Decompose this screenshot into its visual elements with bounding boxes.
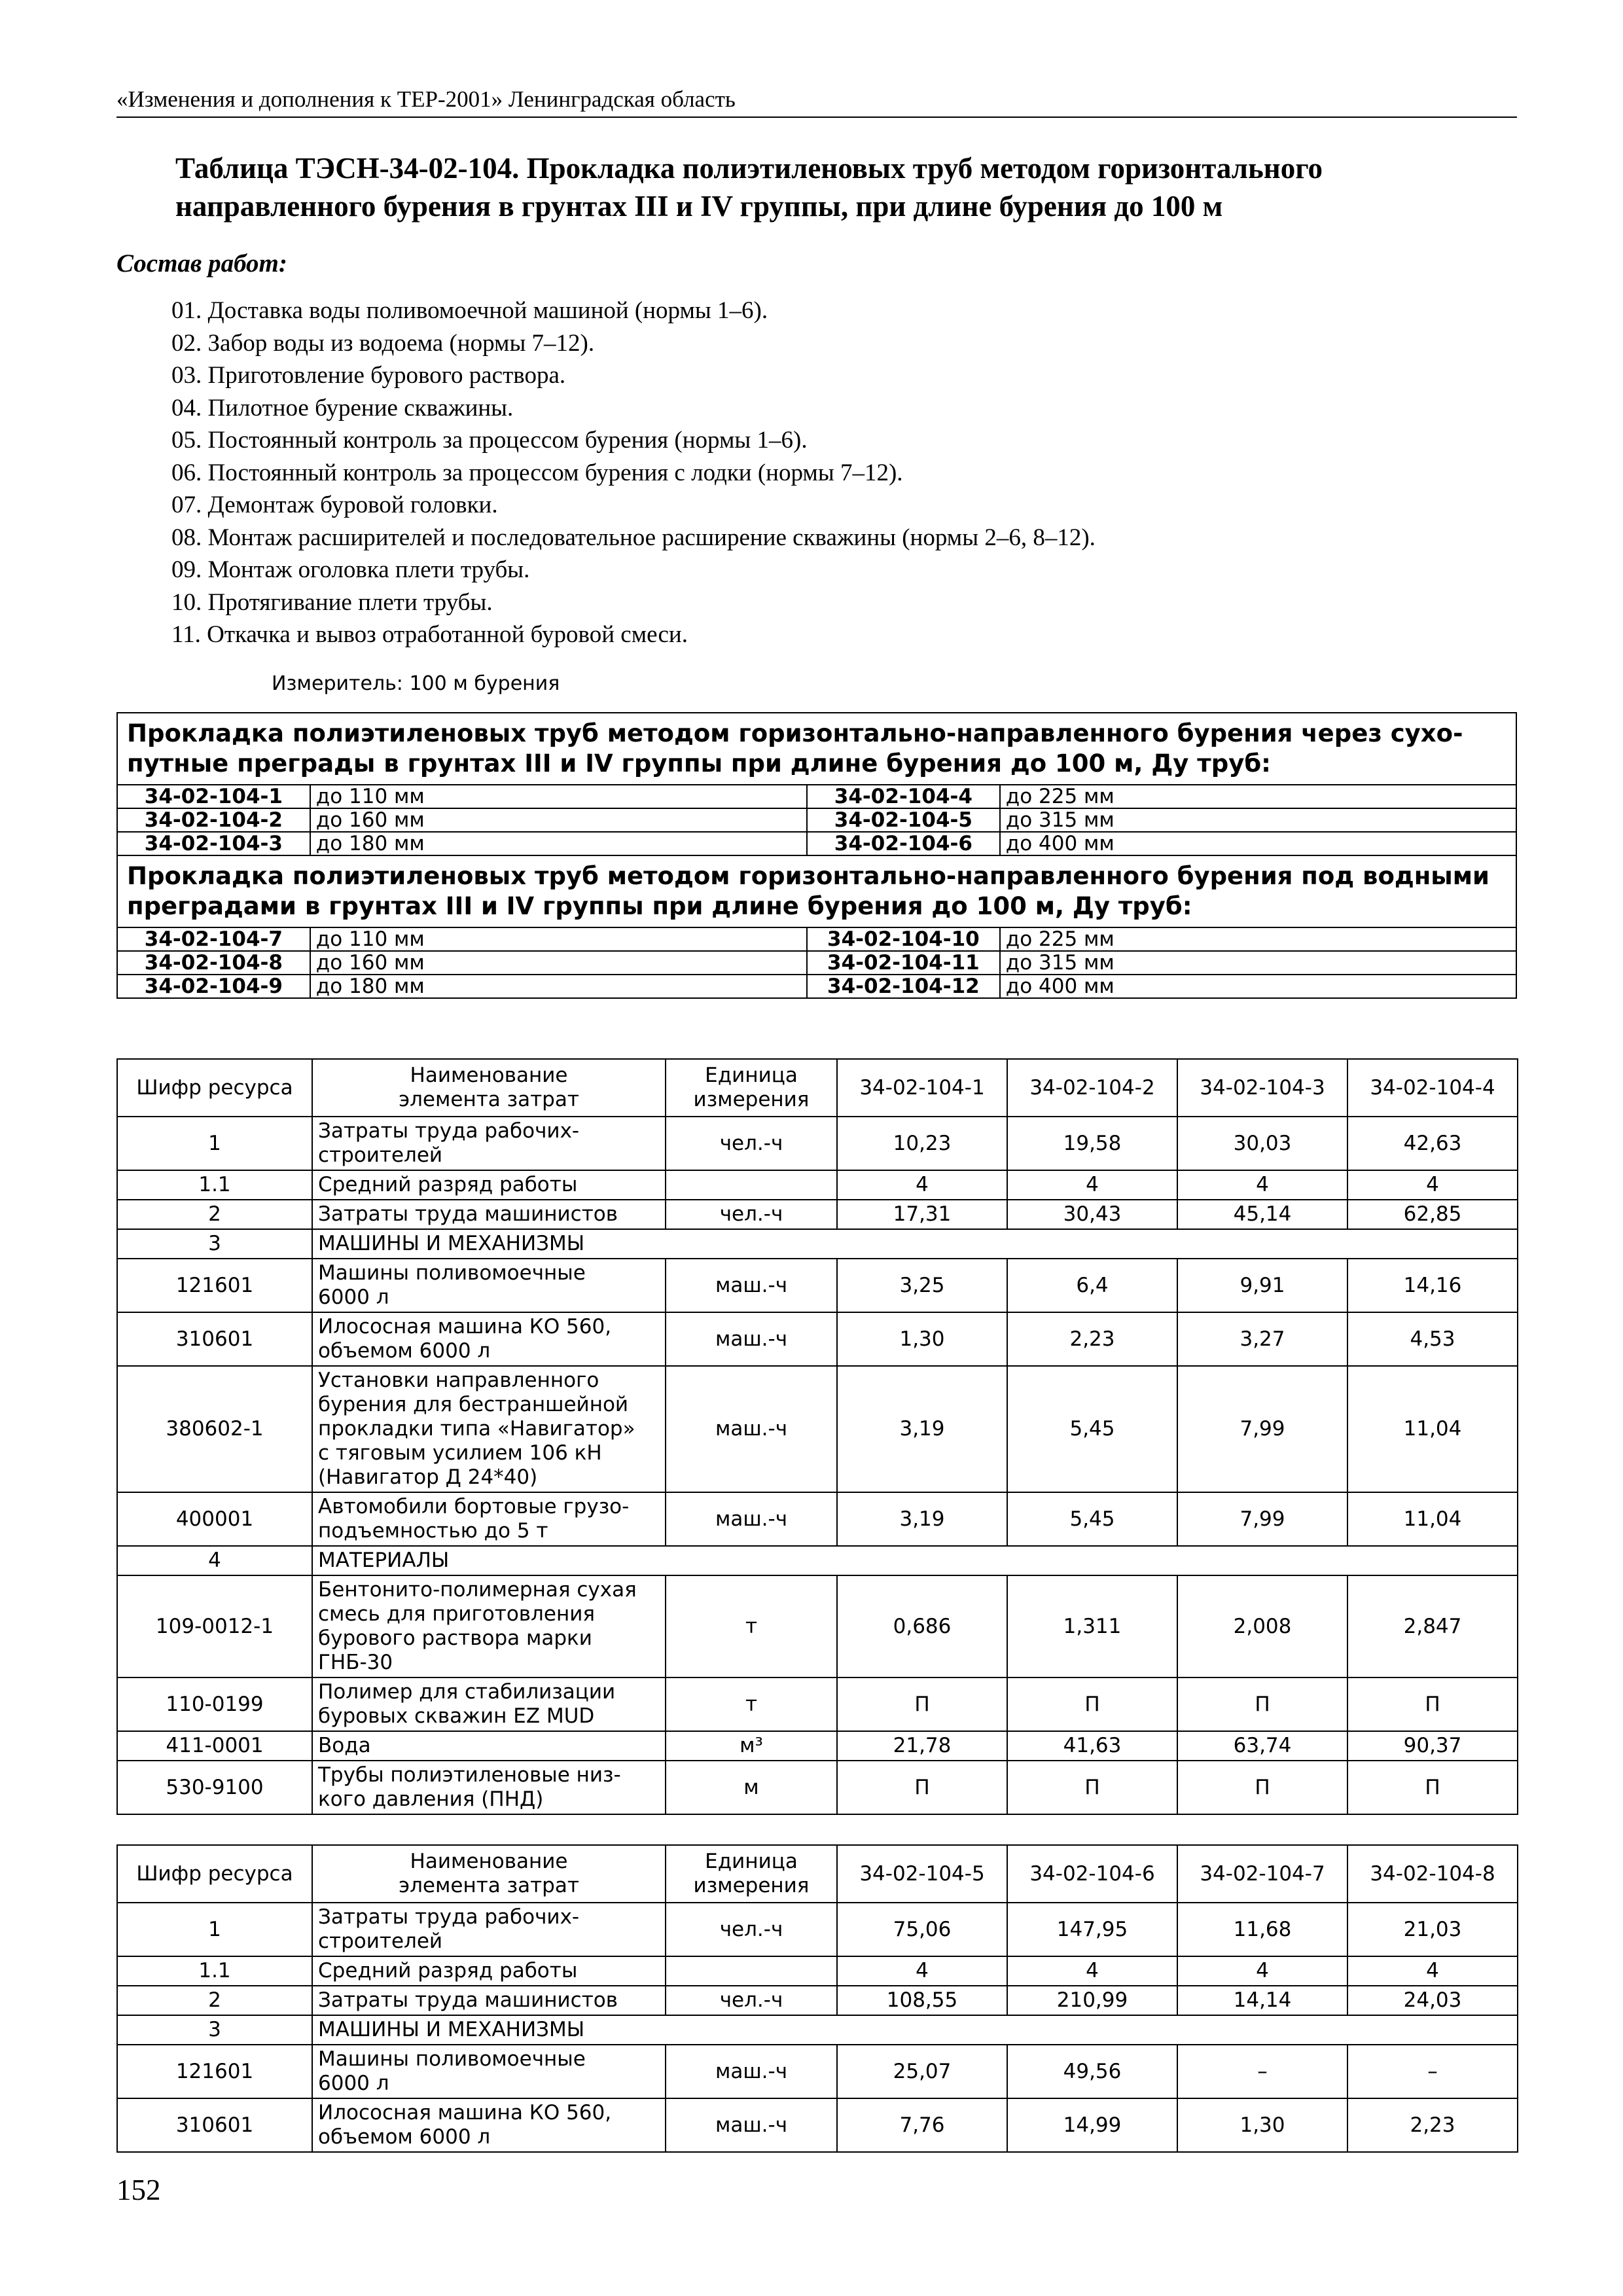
resource-table-1 (116, 1058, 1518, 1815)
resource-name-line: строителей (318, 1143, 443, 1167)
work-item: 05. Постоянный контроль за процессом бурения (нормы 1–6). (171, 427, 808, 454)
table-row (117, 1677, 1518, 1731)
work-item: 06. Постоянный контроль за процессом бурения с лодки (нормы 7–12). (171, 459, 903, 486)
resource-code: 530-9100 (117, 1761, 312, 1814)
resource-unit: чел.-ч (666, 1117, 837, 1170)
resource-unit: маш.-ч (666, 1492, 837, 1546)
header-unit-line: измерения (693, 1088, 810, 1111)
header-unit (666, 1059, 837, 1117)
header-name-line: Наименование (410, 1064, 568, 1087)
section-title: МАТЕРИАЛЫ (312, 1546, 1518, 1575)
resource-unit: маш.-ч (666, 2098, 837, 2152)
norm-value: 4 (837, 1956, 1007, 1986)
header-name (312, 1059, 666, 1117)
norm-description: до 110 мм (310, 785, 807, 808)
table-row (117, 1761, 1518, 1814)
header-norm: 34-02-104-6 (1007, 1845, 1177, 1903)
resource-unit: чел.-ч (666, 1903, 837, 1956)
resource-name (312, 2045, 666, 2098)
index-group-heading (117, 713, 1516, 785)
norm-value: 1,30 (837, 1312, 1007, 1366)
resource-name-line: объемом 6000 л (318, 1339, 491, 1363)
resource-name-line: Бентонито-полимерная сухая (318, 1578, 637, 1602)
norm-value: 6,4 (1007, 1259, 1177, 1312)
resource-code: 1 (117, 1903, 312, 1956)
table-row (117, 1492, 1518, 1546)
norm-value: 30,03 (1177, 1117, 1347, 1170)
norm-description: до 110 мм (310, 927, 807, 951)
index-row (117, 832, 1516, 855)
table-row (117, 1200, 1518, 1229)
resource-code: 1.1 (117, 1956, 312, 1986)
header-norm: 34-02-104-5 (837, 1845, 1007, 1903)
norm-value: 49,56 (1007, 2045, 1177, 2098)
resource-name-line: Машины поливомоечные (318, 2047, 586, 2071)
resource-name-line: Вода (318, 1734, 371, 1757)
resource-name-line: Затраты труда машинистов (318, 1202, 618, 1226)
work-item: 03. Приготовление бурового раствора. (171, 362, 566, 389)
norm-code: 34-02-104-7 (117, 927, 310, 951)
norm-code: 34-02-104-2 (117, 808, 310, 832)
norm-value: 25,07 (837, 2045, 1007, 2098)
resource-name (312, 1366, 666, 1492)
norm-value: 90,37 (1347, 1731, 1518, 1761)
norm-value: 10,23 (837, 1117, 1007, 1170)
norm-description: до 315 мм (1000, 808, 1516, 832)
table-row (117, 1903, 1518, 1956)
resource-name-line: строителей (318, 1929, 443, 1953)
norm-value: 2,008 (1177, 1575, 1347, 1677)
resource-code: 3 (117, 2015, 312, 2045)
norm-value: 75,06 (837, 1903, 1007, 1956)
table-row (117, 2098, 1518, 2152)
resource-code: 310601 (117, 1312, 312, 1366)
norm-value: 1,30 (1177, 2098, 1347, 2152)
resource-code: 121601 (117, 2045, 312, 2098)
resource-unit: маш.-ч (666, 1312, 837, 1366)
resource-code: 1 (117, 1117, 312, 1170)
header-norm: 34-02-104-1 (837, 1059, 1007, 1117)
norm-value: П (1177, 1677, 1347, 1731)
resource-unit: маш.-ч (666, 1366, 837, 1492)
group-heading-cell (117, 855, 1516, 927)
table-row (117, 1312, 1518, 1366)
norm-value: 3,19 (837, 1492, 1007, 1546)
norm-code: 34-02-104-1 (117, 785, 310, 808)
resource-name (312, 1956, 666, 1986)
resource-unit: чел.-ч (666, 1986, 837, 2015)
norm-value: 2,23 (1347, 2098, 1518, 2152)
norm-value: 108,55 (837, 1986, 1007, 2015)
norm-value: 3,19 (837, 1366, 1007, 1492)
resource-unit: маш.-ч (666, 2045, 837, 2098)
resource-name (312, 1259, 666, 1312)
norm-value: 63,74 (1177, 1731, 1347, 1761)
norm-value: 11,04 (1347, 1492, 1518, 1546)
work-composition-label: Состав работ: (116, 249, 287, 278)
header-unit-line: Единица (705, 1064, 798, 1087)
header-name-line: элемента затрат (399, 1874, 579, 1897)
norm-description: до 400 мм (1000, 832, 1516, 855)
header-unit-line: Единица (705, 1850, 798, 1873)
resource-name-line: Трубы полиэтиленовые низ- (318, 1763, 621, 1787)
resource-code: 4 (117, 1546, 312, 1575)
norm-code: 34-02-104-6 (807, 832, 1000, 855)
norm-value: П (837, 1761, 1007, 1814)
resource-name-line: Средний разряд работы (318, 1173, 578, 1196)
norm-value: 2,847 (1347, 1575, 1518, 1677)
norm-value: 4,53 (1347, 1312, 1518, 1366)
resource-name-line: Илососная машина КО 560, (318, 2101, 612, 2125)
resource-code: 109-0012-1 (117, 1575, 312, 1677)
norm-value: 1,311 (1007, 1575, 1177, 1677)
resource-unit: чел.-ч (666, 1200, 837, 1229)
resource-name-line: Илососная машина КО 560, (318, 1315, 612, 1338)
table-row (117, 1170, 1518, 1200)
norm-value: 42,63 (1347, 1117, 1518, 1170)
norm-value: 21,03 (1347, 1903, 1518, 1956)
header-code: Шифр ресурса (117, 1845, 312, 1903)
resource-code: 1.1 (117, 1170, 312, 1200)
resource-table-2-body (117, 1903, 1518, 2152)
index-group-heading (117, 855, 1516, 927)
norm-value: 45,14 (1177, 1200, 1347, 1229)
index-row (117, 808, 1516, 832)
norm-value: 5,45 (1007, 1492, 1177, 1546)
table-row (117, 1575, 1518, 1677)
resource-name-line: Затраты труда машинистов (318, 1988, 618, 2012)
resource-name-line: с тяговым усилием 106 кН (318, 1441, 602, 1465)
index-row (117, 927, 1516, 951)
resource-name (312, 1117, 666, 1170)
resource-name-line: Автомобили бортовые грузо- (318, 1495, 630, 1518)
norm-value: 7,99 (1177, 1366, 1347, 1492)
resource-name-line: Затраты труда рабочих- (318, 1119, 580, 1143)
norm-value: 3,25 (837, 1259, 1007, 1312)
resource-name (312, 2098, 666, 2152)
norm-description: до 180 мм (310, 975, 807, 998)
resource-name-line: бурения для бестраншейной (318, 1393, 629, 1416)
norm-value: 4 (837, 1170, 1007, 1200)
norm-value: 4 (1347, 1956, 1518, 1986)
resource-name (312, 1312, 666, 1366)
section-row (117, 1229, 1518, 1259)
resource-code: 380602-1 (117, 1366, 312, 1492)
table-header-row (117, 1845, 1518, 1903)
resource-name-line: Средний разряд работы (318, 1959, 578, 1982)
index-row (117, 951, 1516, 975)
table-row (117, 1259, 1518, 1312)
resource-code: 400001 (117, 1492, 312, 1546)
resource-code: 3 (117, 1229, 312, 1259)
table-row (117, 1986, 1518, 2015)
norm-code: 34-02-104-11 (807, 951, 1000, 975)
norm-value: 7,76 (837, 2098, 1007, 2152)
norm-value: 21,78 (837, 1731, 1007, 1761)
resource-name-line: Установки направленного (318, 1369, 599, 1392)
header-norm: 34-02-104-4 (1347, 1059, 1518, 1117)
resource-unit (666, 1956, 837, 1986)
norm-value: 7,99 (1177, 1492, 1347, 1546)
norm-value: 19,58 (1007, 1117, 1177, 1170)
norm-description: до 400 мм (1000, 975, 1516, 998)
table-row (117, 2045, 1518, 2098)
resource-name-line: Полимер для стабилизации (318, 1680, 616, 1704)
norm-value: П (837, 1677, 1007, 1731)
norm-code: 34-02-104-3 (117, 832, 310, 855)
resource-name-line: Затраты труда рабочих- (318, 1905, 580, 1929)
norm-value: П (1347, 1677, 1518, 1731)
resource-unit: м³ (666, 1731, 837, 1761)
resource-name (312, 1986, 666, 2015)
norm-value: П (1007, 1761, 1177, 1814)
resource-name-line: Машины поливомоечные (318, 1261, 586, 1285)
resource-unit: м (666, 1761, 837, 1814)
resource-name-line: ГНБ-30 (318, 1651, 393, 1674)
norm-value: 3,27 (1177, 1312, 1347, 1366)
resource-name-line: смесь для приготовления (318, 1602, 596, 1626)
resource-name-line: 6000 л (318, 2072, 389, 2095)
norm-value: 41,63 (1007, 1731, 1177, 1761)
table-row (117, 1117, 1518, 1170)
norm-description: до 315 мм (1000, 951, 1516, 975)
work-item: 02. Забор воды из водоема (нормы 7–12). (171, 329, 595, 357)
running-header: «Изменения и дополнения к ТЕР-2001» Ленинградская область (116, 85, 1517, 118)
title-line-2: направленного бурения в грунтах III и IV группы, при длине бурения до 100 м (175, 190, 1223, 223)
index-row (117, 975, 1516, 998)
resource-name (312, 1761, 666, 1814)
resource-name (312, 1170, 666, 1200)
norm-code: 34-02-104-8 (117, 951, 310, 975)
norm-value: 2,23 (1007, 1312, 1177, 1366)
norm-value: – (1177, 2045, 1347, 2098)
norm-description: до 160 мм (310, 951, 807, 975)
header-name (312, 1845, 666, 1903)
norm-value: – (1347, 2045, 1518, 2098)
resource-code: 121601 (117, 1259, 312, 1312)
norm-value: 11,04 (1347, 1366, 1518, 1492)
norm-value: 14,16 (1347, 1259, 1518, 1312)
group-heading-line: преградами в грунтах III и IV группы при длине бурения до 100 м, Ду труб: (127, 892, 1192, 920)
header-norm: 34-02-104-7 (1177, 1845, 1347, 1903)
header-name-line: элемента затрат (399, 1088, 579, 1111)
norm-value: 0,686 (837, 1575, 1007, 1677)
resource-name (312, 1903, 666, 1956)
norm-description: до 225 мм (1000, 927, 1516, 951)
resource-code: 310601 (117, 2098, 312, 2152)
header-code: Шифр ресурса (117, 1059, 312, 1117)
section-row (117, 2015, 1518, 2045)
norm-value: 4 (1347, 1170, 1518, 1200)
work-composition-list (171, 295, 1480, 651)
title-line-1: Таблица ТЭСН-34-02-104. Прокладка полиэтиленовых труб методом горизонтального (175, 152, 1323, 185)
resource-unit: маш.-ч (666, 1259, 837, 1312)
norm-code: 34-02-104-5 (807, 808, 1000, 832)
resource-code: 2 (117, 1200, 312, 1229)
norm-code: 34-02-104-10 (807, 927, 1000, 951)
resource-name-line: объемом 6000 л (318, 2125, 491, 2149)
norm-value: 14,14 (1177, 1986, 1347, 2015)
measurement-unit: Измеритель: 100 м бурения (272, 672, 560, 695)
norm-value: П (1347, 1761, 1518, 1814)
work-item: 08. Монтаж расширителей и последовательное расширение скважины (нормы 2–6, 8–12). (171, 524, 1096, 551)
resource-name-line: кого давления (ПНД) (318, 1787, 544, 1811)
norm-index-table (116, 712, 1517, 999)
work-item: 09. Монтаж оголовка плети трубы. (171, 556, 530, 583)
norm-description: до 160 мм (310, 808, 807, 832)
norm-value: 147,95 (1007, 1903, 1177, 1956)
work-item: 01. Доставка воды поливомоечной машиной (нормы 1–6). (171, 297, 768, 324)
document-title (175, 149, 1484, 225)
norm-value: 17,31 (837, 1200, 1007, 1229)
resource-code: 2 (117, 1986, 312, 2015)
norm-value: 4 (1177, 1956, 1347, 1986)
table-row (117, 1956, 1518, 1986)
header-norm: 34-02-104-2 (1007, 1059, 1177, 1117)
norm-value: 4 (1177, 1170, 1347, 1200)
resource-name-line: (Навигатор Д 24*40) (318, 1465, 538, 1489)
norm-value: 4 (1007, 1956, 1177, 1986)
resource-name-line: подъемностью до 5 т (318, 1519, 548, 1543)
work-item: 07. Демонтаж буровой головки. (171, 492, 498, 518)
section-row (117, 1546, 1518, 1575)
resource-table-2 (116, 1844, 1518, 2153)
table-header-row (117, 1059, 1518, 1117)
norm-value: 62,85 (1347, 1200, 1518, 1229)
resource-name (312, 1492, 666, 1546)
resource-name (312, 1575, 666, 1677)
resource-name-line: прокладки типа «Навигатор» (318, 1417, 635, 1441)
norm-value: П (1007, 1677, 1177, 1731)
norm-value: 14,99 (1007, 2098, 1177, 2152)
norm-code: 34-02-104-12 (807, 975, 1000, 998)
norm-value: 11,68 (1177, 1903, 1347, 1956)
resource-table-1-body (117, 1117, 1518, 1814)
norm-value: 9,91 (1177, 1259, 1347, 1312)
norm-value: 5,45 (1007, 1366, 1177, 1492)
norm-value: 24,03 (1347, 1986, 1518, 2015)
resource-unit (666, 1170, 837, 1200)
resource-code: 110-0199 (117, 1677, 312, 1731)
group-heading-line: Прокладка полиэтиленовых труб методом горизонтально-направленного бурения через сухо- (127, 719, 1463, 747)
header-norm: 34-02-104-8 (1347, 1845, 1518, 1903)
work-item: 11. Откачка и вывоз отработанной буровой смеси. (171, 621, 688, 648)
group-heading-line: путные преграды в грунтах III и IV группы при длине бурения до 100 м, Ду труб: (127, 749, 1271, 778)
resource-name (312, 1677, 666, 1731)
norm-value: 30,43 (1007, 1200, 1177, 1229)
norm-code: 34-02-104-9 (117, 975, 310, 998)
norm-description: до 225 мм (1000, 785, 1516, 808)
resource-code: 411-0001 (117, 1731, 312, 1761)
resource-unit: т (666, 1677, 837, 1731)
resource-name (312, 1200, 666, 1229)
norm-value: 4 (1007, 1170, 1177, 1200)
group-heading-cell (117, 713, 1516, 785)
section-title: МАШИНЫ И МЕХАНИЗМЫ (312, 1229, 1518, 1259)
index-row (117, 785, 1516, 808)
resource-name (312, 1731, 666, 1761)
work-item: 10. Протягивание плети трубы. (171, 588, 493, 616)
header-norm: 34-02-104-3 (1177, 1059, 1347, 1117)
resource-unit: т (666, 1575, 837, 1677)
norm-value: П (1177, 1761, 1347, 1814)
header-name-line: Наименование (410, 1850, 568, 1873)
page-number: 152 (116, 2174, 161, 2206)
work-item: 04. Пилотное бурение скважины. (171, 394, 514, 422)
norm-value: 210,99 (1007, 1986, 1177, 2015)
norm-code: 34-02-104-4 (807, 785, 1000, 808)
norm-description: до 180 мм (310, 832, 807, 855)
resource-name-line: буровых скважин EZ MUD (318, 1704, 595, 1728)
header-unit-line: измерения (693, 1874, 810, 1897)
section-title: МАШИНЫ И МЕХАНИЗМЫ (312, 2015, 1518, 2045)
resource-name-line: 6000 л (318, 1285, 389, 1309)
table-row (117, 1366, 1518, 1492)
header-unit (666, 1845, 837, 1903)
table-row (117, 1731, 1518, 1761)
resource-name-line: бурового раствора марки (318, 1626, 592, 1650)
group-heading-line: Прокладка полиэтиленовых труб методом горизонтально-направленного бурения под водными (127, 862, 1489, 890)
